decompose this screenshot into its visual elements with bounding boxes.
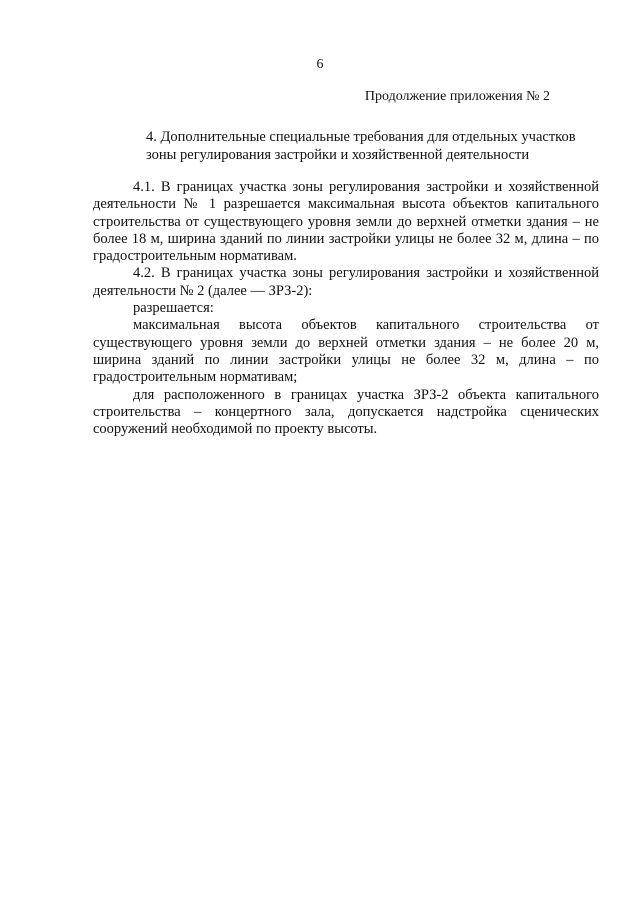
section-heading bbox=[146, 128, 616, 164]
paragraph-max-height: максимальная высота объектов капитального строительства от существующего уровня земли до верхней отметки здания – не более 20 м, ширина зданий по линии застройки улицы не более 32 м, длина – по градостроительным нормативам; bbox=[93, 317, 599, 386]
paragraph-4-2: 4.2. В границах участка зоны регулирования застройки и хозяйственной деятельности № 2 (далее — ЗРЗ-2): bbox=[93, 265, 599, 299]
section-heading-line-1: 4. Дополнительные специальные требования для отдельных участков bbox=[146, 129, 576, 145]
paragraph-4-1: 4.1. В границах участка зоны регулирования застройки и хозяйственной деятельности № 1 разрешается максимальная высота объектов капитального строительства от существующего уровня земли до верхней отметки здания – не более 18 м, ширина зданий по линии застройки улицы не более 32 м, длина – по градостроительным нормативам. bbox=[93, 179, 599, 265]
appendix-continuation-note: Продолжение приложения № 2 bbox=[364, 89, 550, 104]
body-text bbox=[93, 179, 599, 438]
page-number: 6 bbox=[316, 57, 324, 72]
paragraph-concert-hall: для расположенного в границах участка ЗРЗ-2 объекта капитального строительства – концертного зала, допускается надстройка сценических сооружений необходимой по проекту высоты. bbox=[93, 386, 599, 438]
paragraph-permitted-label: разрешается: bbox=[133, 300, 214, 317]
section-heading-line-2: зоны регулирования застройки и хозяйственной деятельности bbox=[146, 147, 530, 163]
